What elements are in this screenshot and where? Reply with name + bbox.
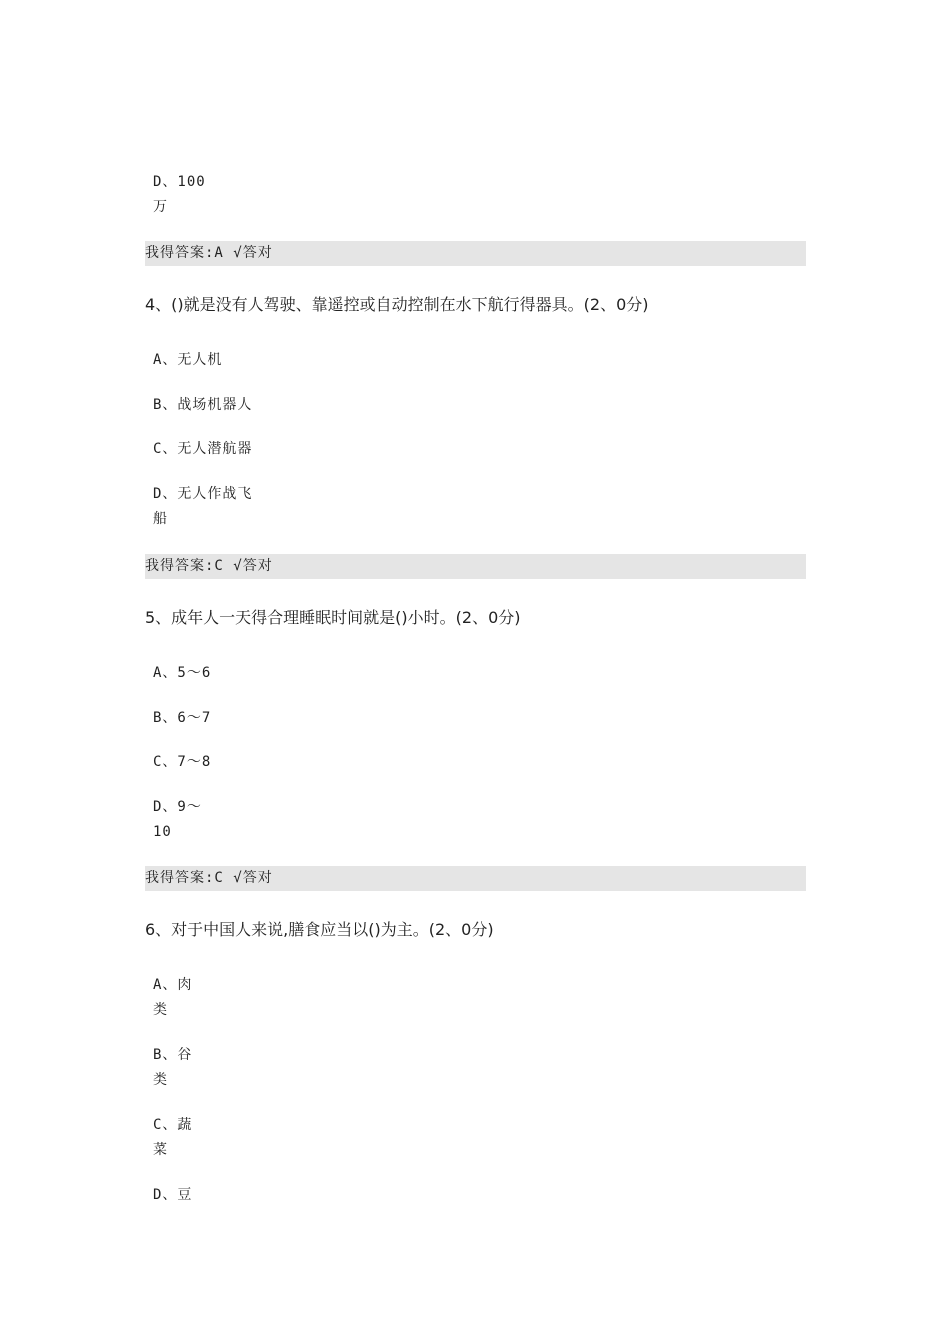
answer-result-text: 我得答案:C √答对 (145, 870, 273, 886)
q6-option-c[interactable] (153, 1113, 192, 1163)
answer-result-text: 我得答案:A √答对 (145, 245, 273, 261)
q6-option-d[interactable] (153, 1183, 192, 1208)
option-text: B、6～7 (153, 710, 212, 726)
q5-answer-result-bar (145, 866, 806, 891)
option-text: B、战场机器人 (153, 397, 253, 413)
option-text-continued: 类 (153, 1072, 168, 1088)
question-6-title: 6、对于中国人来说,膳食应当以()为主。(2、0分) (145, 920, 494, 939)
option-text: D、9～ (153, 799, 202, 815)
option-text-continued: 万 (153, 199, 168, 215)
q5-option-b[interactable] (153, 706, 211, 731)
q6-option-a[interactable] (153, 973, 192, 1023)
answer-result-bar (145, 241, 806, 266)
answer-result-text: 我得答案:C √答对 (145, 558, 273, 574)
q5-option-d[interactable] (153, 795, 202, 845)
q4-option-c[interactable] (153, 437, 252, 462)
option-text-continued: 菜 (153, 1142, 168, 1158)
q4-option-a[interactable] (153, 348, 222, 373)
option-d[interactable] (153, 170, 206, 220)
q5-option-c[interactable] (153, 750, 211, 775)
option-text: C、蔬 (153, 1117, 193, 1133)
q4-option-d[interactable] (153, 482, 252, 532)
option-text: C、7～8 (153, 754, 212, 770)
q6-option-b[interactable] (153, 1043, 192, 1093)
option-text-continued: 船 (153, 511, 168, 527)
option-text: D、豆 (153, 1187, 193, 1203)
q4-option-b[interactable] (153, 393, 252, 418)
q5-option-a[interactable] (153, 661, 211, 686)
option-text-continued: 10 (153, 824, 172, 840)
option-text-continued: 类 (153, 1002, 168, 1018)
option-text: A、肉 (153, 977, 193, 993)
option-text: D、无人作战飞 (153, 486, 253, 502)
question-4-title: 4、()就是没有人驾驶、靠遥控或自动控制在水下航行得器具。(2、0分) (145, 295, 649, 314)
question-5-title: 5、成年人一天得合理睡眠时间就是()小时。(2、0分) (145, 608, 521, 627)
q4-answer-result-bar (145, 554, 806, 579)
option-text: A、无人机 (153, 352, 223, 368)
option-text: B、谷 (153, 1047, 193, 1063)
option-text: A、5～6 (153, 665, 212, 681)
option-text: D、100 (153, 174, 206, 190)
option-text: C、无人潜航器 (153, 441, 253, 457)
